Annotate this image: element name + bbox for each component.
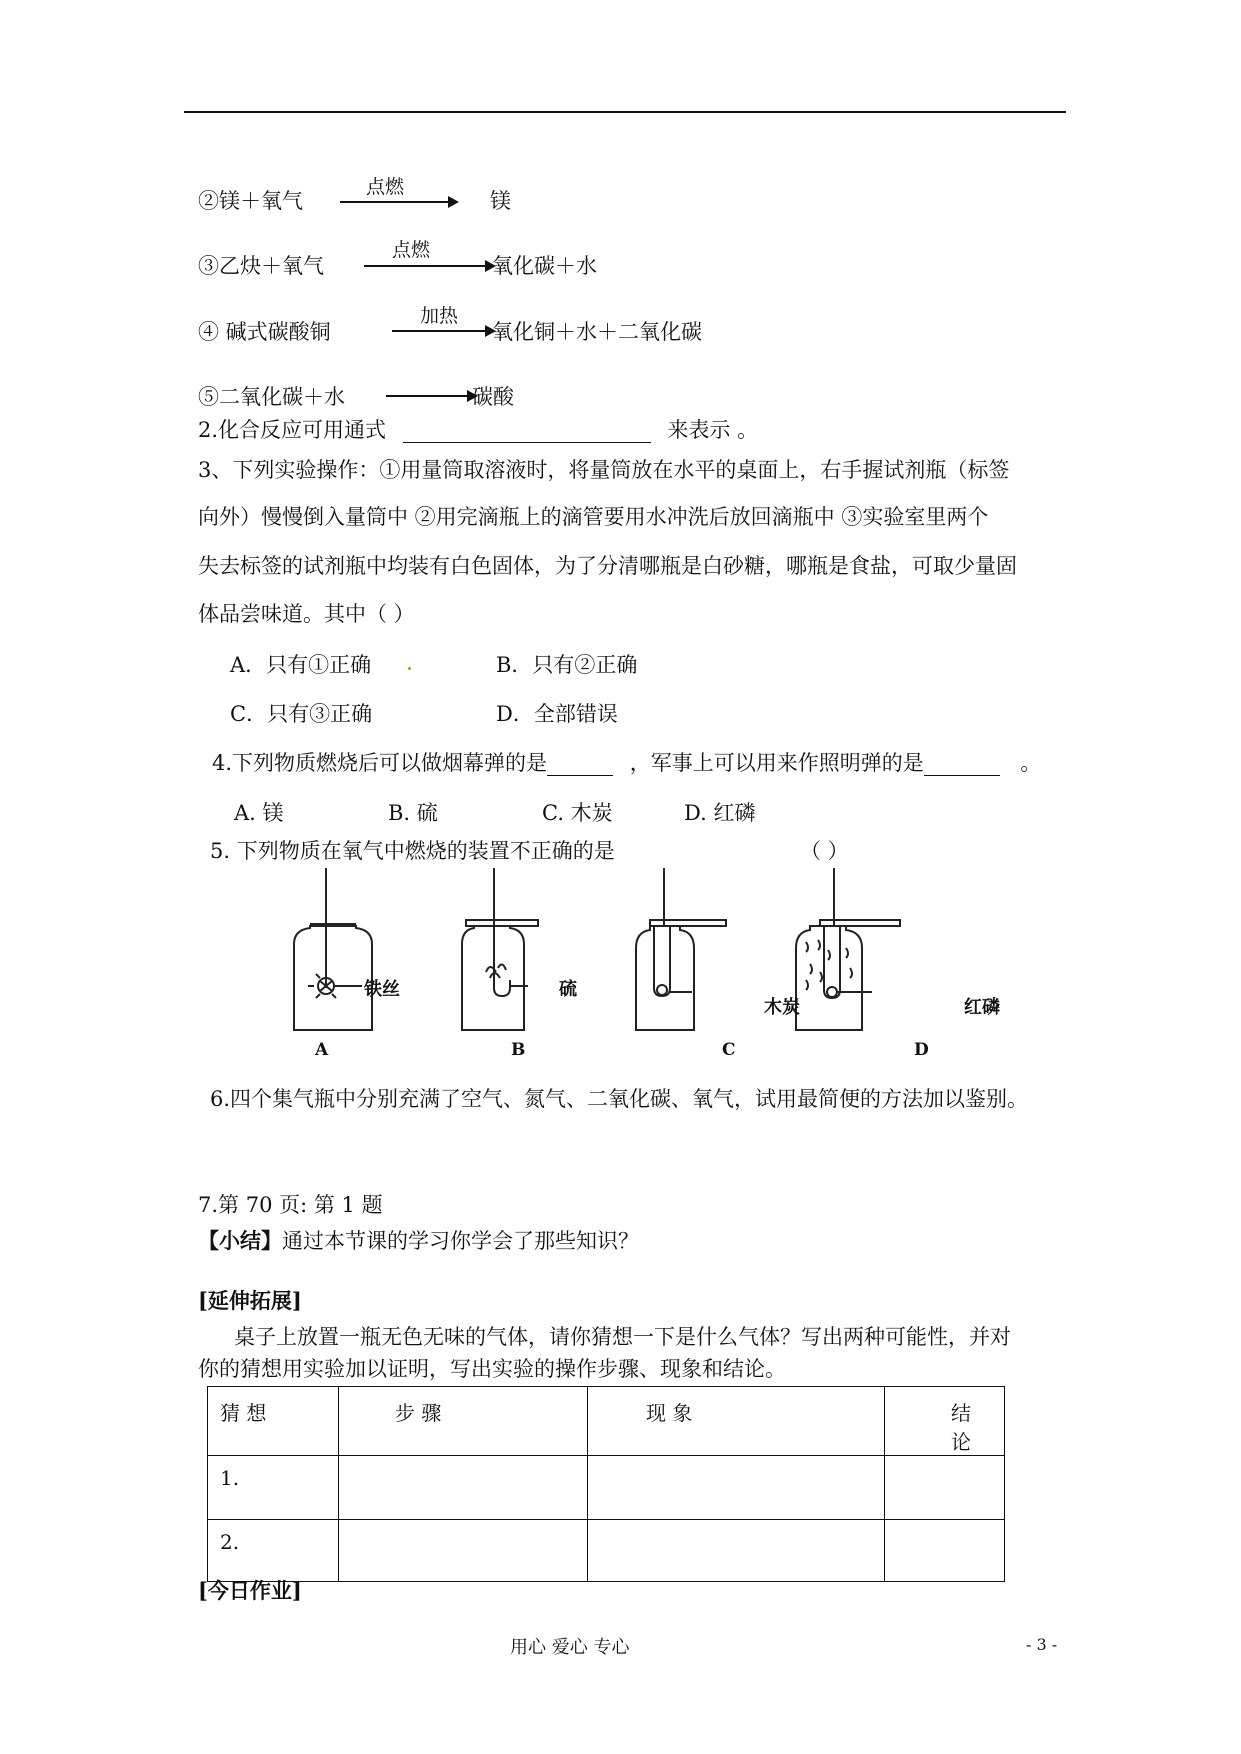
extension-line-2: 你的猜想用实验加以证明，写出实验的操作步骤、现象和结论。 bbox=[198, 1357, 786, 1381]
equation-4-lhs: ④ 碱式碳酸铜 bbox=[198, 320, 331, 344]
q4-option-b: B. 硫 bbox=[388, 801, 438, 825]
table-row bbox=[208, 1456, 1005, 1520]
equation-2-lhs: ②镁＋氧气 bbox=[198, 189, 303, 213]
question-3-line-2: 向外）慢慢倒入量筒中 ②用完滴瓶上的滴管要用水冲洗后放回滴瓶中 ③实验室里两个 bbox=[198, 505, 989, 529]
option-a: A．只有①正确 bbox=[230, 653, 372, 677]
question-7: 7.第 70 页: 第 1 题 bbox=[198, 1193, 383, 1217]
table-header-cell: 结 论 bbox=[885, 1387, 1005, 1456]
table-cell bbox=[885, 1456, 1005, 1520]
figure-b-letter: B bbox=[511, 1040, 526, 1060]
experiment-table bbox=[207, 1386, 1005, 1582]
table-row bbox=[208, 1520, 1005, 1582]
equation-5-rhs: 碳酸 bbox=[472, 385, 514, 409]
equation-4-rhs: 氧化铜＋水＋二氧化碳 bbox=[492, 320, 702, 344]
table-cell bbox=[339, 1520, 588, 1582]
question-5-text: 5. 下列物质在氧气中燃烧的装置不正确的是 bbox=[210, 839, 615, 863]
header-rule bbox=[184, 111, 1066, 113]
question-4-text: 4.下列物质燃烧后可以做烟幕弹的是 bbox=[212, 751, 548, 775]
homework-heading: [今日作业] bbox=[198, 1578, 302, 1603]
footer-motto: 用心 爱心 专心 bbox=[510, 1637, 630, 1658]
question-4-text-b: ，军事上可以用来作照明弹的是 bbox=[629, 751, 924, 775]
reaction-arrow bbox=[364, 265, 494, 267]
question-3-line-4: 体品尝味道。其中（ ） bbox=[198, 602, 415, 626]
table-header-cell: 现 象 bbox=[588, 1387, 885, 1456]
apparatus-d bbox=[796, 868, 900, 1030]
figure-a-letter: A bbox=[315, 1040, 329, 1060]
figure-c-letter: C bbox=[722, 1040, 736, 1060]
table-cell bbox=[339, 1456, 588, 1520]
table-header-cell: 步 骤 bbox=[339, 1387, 588, 1456]
summary-heading: 【小结】 bbox=[198, 1228, 282, 1253]
stray-dot bbox=[408, 667, 411, 670]
question-6: 6.四个集气瓶中分别充满了空气、氮气、二氧化碳、氧气，试用最简便的方法加以鉴别。 bbox=[210, 1087, 1029, 1111]
option-b: B．只有②正确 bbox=[496, 653, 638, 677]
question-2-text-after: 来表示 。 bbox=[667, 418, 759, 442]
figure-a-label: 铁丝 bbox=[364, 979, 400, 1000]
table-header-row bbox=[208, 1387, 1005, 1456]
figure-d-label: 红磷 bbox=[964, 997, 1000, 1018]
table-header-cell: 猜 想 bbox=[208, 1387, 339, 1456]
reaction-arrow bbox=[392, 330, 494, 332]
question-3-line-3: 失去标签的试剂瓶中均装有白色固体，为了分清哪瓶是白砂糖，哪瓶是食盐，可取少量固 bbox=[198, 554, 1017, 578]
apparatus-a bbox=[294, 868, 372, 1030]
equation-3-rhs: 氧化碳＋水 bbox=[492, 254, 597, 278]
table-cell bbox=[588, 1520, 885, 1582]
option-d: D．全部错误 bbox=[496, 702, 618, 726]
question-5-paren: （ ） bbox=[800, 839, 849, 863]
reaction-arrow bbox=[340, 201, 457, 203]
equation-2-rhs: 镁 bbox=[490, 189, 511, 213]
summary-text: 通过本节课的学习你学会了那些知识？ bbox=[282, 1229, 639, 1253]
extension-line-1: 桌子上放置一瓶无色无味的气体，请你猜想一下是什么气体？写出两种可能性，并对 bbox=[234, 1325, 1011, 1349]
equation-4-condition: 加热 bbox=[420, 305, 459, 327]
q4-option-c: C. 木炭 bbox=[542, 801, 613, 825]
apparatus-b bbox=[462, 868, 538, 1030]
figure-c-label: 木炭 bbox=[764, 997, 800, 1018]
equation-3-condition: 点燃 bbox=[392, 239, 431, 261]
reaction-arrow bbox=[386, 395, 476, 397]
question-4 bbox=[212, 750, 1041, 776]
page-number: - 3 - bbox=[1026, 1635, 1058, 1654]
equation-3-lhs: ③乙炔＋氧气 bbox=[198, 254, 324, 278]
question-2-text: 2.化合反应可用通式 bbox=[198, 418, 387, 442]
table-cell: 2. bbox=[208, 1520, 339, 1582]
answer-blank bbox=[547, 775, 613, 776]
q4-option-a: A. 镁 bbox=[234, 801, 284, 825]
equation-2-condition: 点燃 bbox=[366, 176, 405, 198]
question-3-line-1: 3、下列实验操作：①用量筒取溶液时，将量筒放在水平的桌面上，右手握试剂瓶（标签 bbox=[198, 458, 1010, 482]
extension-heading: [延伸拓展] bbox=[198, 1288, 302, 1313]
answer-blank bbox=[924, 775, 1000, 776]
answer-blank bbox=[403, 442, 651, 443]
table-cell bbox=[588, 1456, 885, 1520]
apparatus-c bbox=[636, 868, 726, 1030]
option-c: C．只有③正确 bbox=[230, 702, 373, 726]
figure-d-letter: D bbox=[914, 1040, 929, 1060]
combustion-apparatus-figure bbox=[280, 868, 1020, 1068]
table-cell: 1. bbox=[208, 1456, 339, 1520]
table-cell bbox=[885, 1520, 1005, 1582]
summary bbox=[198, 1228, 639, 1254]
figure-b-label: 硫 bbox=[559, 979, 577, 1000]
question-2 bbox=[198, 417, 758, 443]
question-4-text-c: 。 bbox=[1020, 751, 1042, 775]
equation-5-lhs: ⑤二氧化碳＋水 bbox=[198, 385, 345, 409]
q4-option-d: D. 红磷 bbox=[684, 801, 756, 825]
